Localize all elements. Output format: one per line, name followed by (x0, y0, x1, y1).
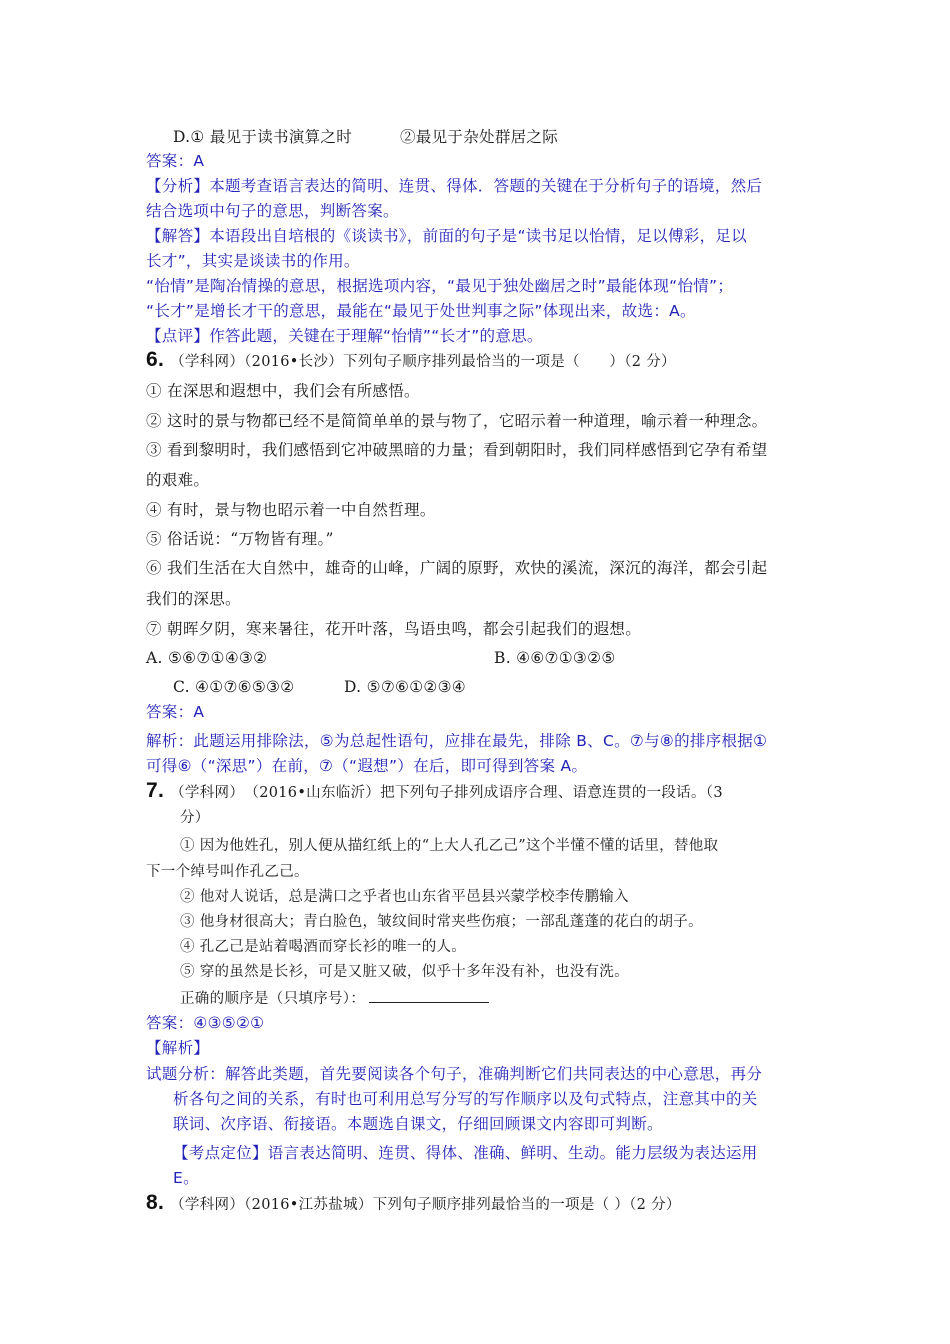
q6-analysis-line2: 可得⑥（“深思”）在前，⑦（“遐想”）在后，即可得到答案 A。 (146, 757, 588, 775)
q6-answer: 答案：A (146, 703, 205, 721)
q5-analysis-line1: 【分析】本题考查语言表达的简明、连贯、得体．答题的关键在于分析句子的语境，然后 (146, 177, 763, 195)
q7-sentence-4: ④ 孔乙己是站着喝酒而穿长衫的唯一的人。 (180, 939, 467, 955)
q7-sentence-1a: ① 因为他姓孔，别人便从描红纸上的“上大人孔乙己”这个半懂不懂的话里，替他取 (180, 838, 719, 854)
q7-stem-line2: 分） (180, 810, 210, 826)
q7-order-label: 正确的顺序是（只填序号）： (180, 991, 366, 1007)
q7-answer: 答案：④③⑤②① (146, 1014, 265, 1032)
q7-analysis-title: 【解析】 (146, 1039, 210, 1057)
q7-analysis-line1: 试题分析：解答此类题，首先要阅读各个句子，准确判断它们共同表达的中心意思，再分 (146, 1065, 763, 1083)
q5-solution-line3: “怡情”是陶冶情操的意思，根据选项内容，“最见于独处幽居之时”最能体现“怡情”； (146, 277, 734, 295)
q6-sentence-6b: 我们的深思。 (146, 590, 241, 608)
q6-sentence-3b: 的艰难。 (146, 471, 210, 489)
q6-sentence-6a: ⑥ 我们生活在大自然中，雄奇的山峰，广阔的原野，欢快的溪流，深沉的海洋，都会引起 (146, 559, 768, 577)
q5-solution-line2: 长才”，其实是谈读书的作用。 (146, 252, 360, 270)
q7-sentence-2: ② 他对人说话，总是满口之乎者也山东省平邑县兴蒙学校李传鹏输入 (180, 889, 629, 905)
q7-analysis-line3: 联词、次序语、衔接语。本题选自课文，仔细回顾课文内容即可判断。 (173, 1115, 663, 1133)
q8-number: 8. (146, 1191, 165, 1214)
q8-stem (146, 1193, 681, 1215)
q5-option-d (173, 127, 558, 147)
q5-analysis-line2: 结合选项中句子的意思，判断答案。 (146, 202, 399, 220)
q6-sentence-3a: ③ 看到黎明时，我们感悟到它冲破黑暗的力量；看到朝阳时，我们同样感悟到它孕有希望 (146, 441, 768, 459)
q8-stem-text: （学科网）（2016•江苏盐城）下列句子顺序排列最恰当的一项是（ ）（2 分） (170, 1197, 681, 1213)
q6-stem-text: （学科网）（2016•长沙）下列句子顺序排列最恰当的一项是（ ）（2 分） (170, 354, 676, 370)
q6-sentence-1: ① 在深思和遐想中，我们会有所感悟。 (146, 382, 420, 400)
q5-comment: 【点评】作答此题，关键在于理解“怡情”“长才”的意思。 (146, 327, 543, 345)
q7-stem-line1 (146, 781, 723, 803)
q6-number: 6. (146, 348, 165, 371)
q7-sentence-3: ③ 他身材很高大；青白脸色，皱纹间时常夹些伤痕；一部乱蓬蓬的花白的胡子。 (180, 914, 703, 930)
q7-answer-blank[interactable] (369, 988, 489, 1003)
q6-sentence-7: ⑦ 朝晖夕阴，寒来暑往，花开叶落，鸟语虫鸣，都会引起我们的遐想。 (146, 620, 642, 638)
q7-order-prompt (180, 988, 489, 1009)
q6-option-d: D. ⑤⑦⑥①②③④ (344, 678, 466, 696)
q6-sentence-5: ⑤ 俗话说：“万物皆有理。” (146, 530, 334, 548)
q6-sentence-4: ④ 有时，景与物也昭示着一中自然哲理。 (146, 501, 436, 519)
q7-sentence-1b: 下一个绰号叫作孔乙己。 (146, 864, 309, 880)
q6-analysis-line1: 解析：此题运用排除法，⑤为总起性语句，应排在最先，排除 B、C。⑦与⑧的排序根据① (146, 732, 768, 750)
q7-analysis-line2: 析各句之间的关系，有时也可利用总写分写的写作顺序以及句式特点，注意其中的关 (173, 1090, 758, 1108)
q5-option-d-part2: ②最见于杂处群居之际 (400, 128, 559, 146)
q7-point-line1: 【考点定位】语言表达简明、连贯、得体、准确、鲜明、生动。能力层级为表达运用 (173, 1144, 758, 1162)
q5-answer: 答案：A (146, 152, 205, 170)
q7-number: 7. (146, 779, 165, 802)
q6-option-c: C. ④①⑦⑥⑤③② (173, 678, 295, 696)
q5-solution-line4: “长才”是增长才干的意思，最能在“最见于处世判事之际”体现出来，故选：A。 (146, 302, 696, 320)
q6-sentence-2: ② 这时的景与物都已经不是简简单单的景与物了，它昭示着一种道理，喻示着一种理念。 (146, 412, 768, 430)
q6-stem (146, 350, 676, 372)
q6-option-b: B. ④⑥⑦①③②⑤ (494, 649, 616, 667)
q5-option-d-part1: D.① 最见于读书演算之时 (173, 128, 353, 146)
q7-sentence-5: ⑤ 穿的虽然是长衫，可是又脏又破，似乎十多年没有补，也没有洗。 (180, 964, 629, 980)
q7-point-line2: E。 (173, 1169, 199, 1187)
q5-solution-line1: 【解答】本语段出自培根的《谈读书》，前面的句子是“读书足以怡情，足以傅彩，足以 (146, 227, 747, 245)
q7-stem-text: （学科网） （2016•山东临沂）把下列句子排列成语序合理、语意连贯的一段话。（3 (170, 785, 723, 801)
q6-option-a: A. ⑤⑥⑦①④③② (146, 649, 268, 667)
